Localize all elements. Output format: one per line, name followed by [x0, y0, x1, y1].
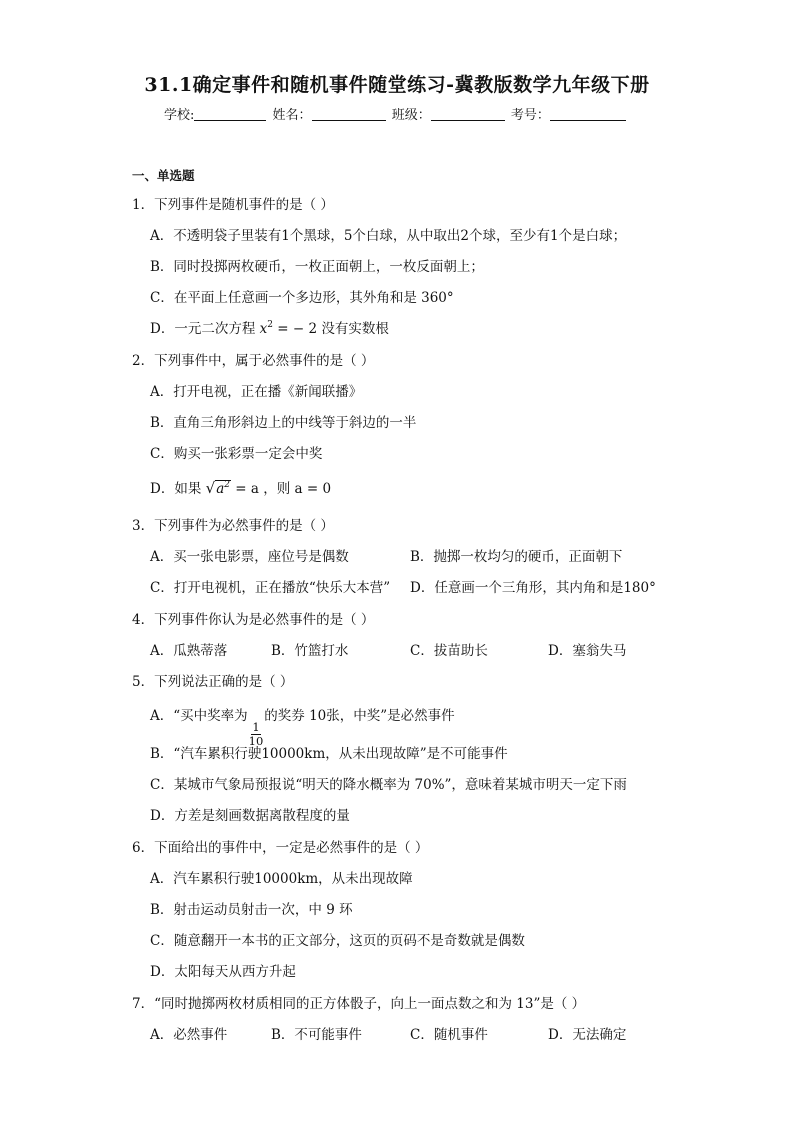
question-7-stem: 7．“同时抛掷两枚材质相同的正方体骰子，向上一面点数之和为 13”是（ ） — [132, 996, 586, 1012]
question-7-option-a: A．必然事件 — [150, 1027, 228, 1043]
question-2-option-a: A．打开电视，正在播《新闻联播》 — [150, 384, 363, 400]
square-root: $√a^2$ — [205, 479, 230, 497]
question-1-option-d — [150, 317, 389, 337]
question-6-stem: 6．下面给出的事件中，一定是必然事件的是（ ） — [132, 840, 429, 856]
option-d-text: D．一元二次方程 — [150, 321, 256, 337]
question-6-option-c: C．随意翻开一本书的正文部分，这页的页码不是奇数就是偶数 — [150, 933, 525, 949]
question-5-option-c: C．某城市气象局预报说“明天的降水概率为 70%”，意味着某城市明天一定下雨 — [150, 777, 627, 793]
name-label: 姓名： — [272, 108, 312, 123]
option-a-text: A．“买中奖率为 — [150, 708, 248, 724]
question-7-option-c: C．随机事件 — [410, 1027, 488, 1043]
section-heading: 一、单选题 — [132, 168, 195, 183]
option-d-rest: = − 2 没有实数根 — [272, 321, 389, 337]
question-2-option-c: C．购买一张彩票一定会中奖 — [150, 446, 323, 462]
school-label: 学校: — [164, 108, 195, 123]
fraction-denominator: 10 — [248, 734, 264, 748]
question-2-option-b: B．直角三角形斜边上的中线等于斜边的一半 — [150, 415, 417, 431]
option-d-rest: = a ，则 a = 0 — [230, 481, 332, 497]
question-2-option-d — [150, 477, 331, 497]
exam-no-blank — [550, 107, 626, 121]
fraction-numerator: 1 — [252, 720, 260, 734]
sqrt-argument: a — [216, 481, 225, 497]
question-1-stem: 1．下列事件是随机事件的是（ ） — [132, 197, 334, 213]
name-blank — [312, 107, 386, 121]
question-6-option-d: D．太阳每天从西方升起 — [150, 964, 296, 980]
option-d-text: D．如果 — [150, 481, 202, 497]
question-6-option-a: A．汽车累积行驶10000km，从未出现故障 — [150, 871, 413, 887]
question-6-option-b: B．射击运动员射击一次，中 9 环 — [150, 902, 353, 918]
question-5-option-b: B．“汽车累积行驶10000km，从未出现故障”是不可能事件 — [150, 746, 508, 762]
question-1-option-a: A．不透明袋子里装有1个黑球，5个白球，从中取出2个球，至少有1个是白球； — [150, 228, 627, 244]
question-4-stem: 4．下列事件你认为是必然事件的是（ ） — [132, 612, 375, 628]
math-exponent: 2 — [224, 480, 230, 490]
question-4-option-d: D．塞翁失马 — [548, 643, 627, 659]
math-variable: x — [259, 321, 268, 337]
question-5-stem: 5．下列说法正确的是（ ） — [132, 674, 294, 690]
question-3-option-a: A．买一张电影票，座位号是偶数 — [150, 549, 349, 565]
question-3-stem: 3．下列事件为必然事件的是（ ） — [132, 518, 334, 534]
question-1-option-c: C．在平面上任意画一个多边形，其外角和是 360° — [150, 290, 454, 306]
question-1-option-b: B．同时投掷两枚硬币，一枚正面朝上，一枚反面朝上； — [150, 259, 484, 275]
school-blank — [194, 107, 266, 121]
class-label: 班级： — [391, 108, 431, 123]
exam-no-label: 考号： — [510, 108, 550, 123]
question-2-stem: 2．下列事件中，属于必然事件的是（ ） — [132, 353, 375, 369]
question-3-option-c: C．打开电视机，正在播放“快乐大本营” — [150, 580, 391, 596]
question-4-option-b: B．竹篮打水 — [271, 643, 349, 659]
question-3-option-d: D．任意画一个三角形，其内角和是180° — [410, 580, 656, 596]
question-3-option-b: B．抛掷一枚均匀的硬币，正面朝下 — [410, 549, 623, 565]
question-5-option-d: D．方差是刻画数据离散程度的量 — [150, 808, 350, 824]
question-4-option-a: A．瓜熟蒂落 — [150, 643, 228, 659]
question-4-option-c: C．拔苗助长 — [410, 643, 488, 659]
class-blank — [431, 107, 505, 121]
student-info-line — [164, 104, 628, 123]
option-a-rest: 的奖券 10张，中奖”是必然事件 — [264, 708, 455, 724]
math-exponent: 2 — [267, 320, 273, 330]
page-title: 31.1确定事件和随机事件随堂练习-冀教版数学九年级下册 — [144, 74, 650, 96]
question-7-option-d: D．无法确定 — [548, 1027, 627, 1043]
question-7-option-b: B．不可能事件 — [271, 1027, 362, 1043]
